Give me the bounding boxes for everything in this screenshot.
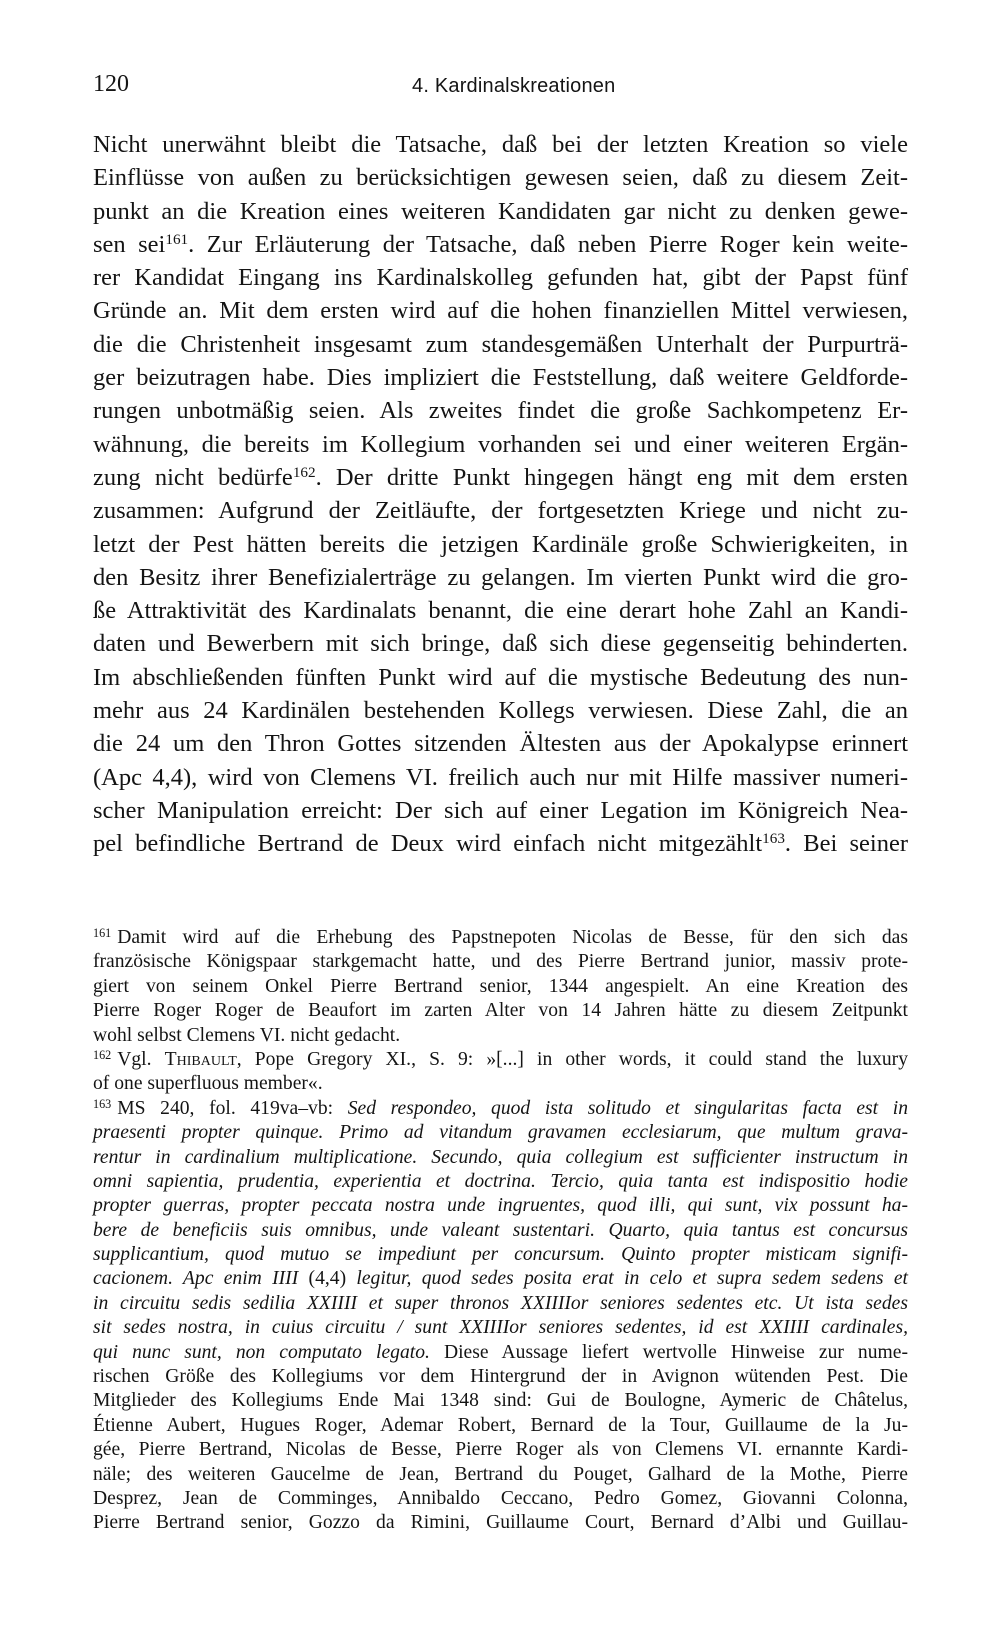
text-line: ger beizutragen habe. Dies impliziert die Feststellung, daß weitere Geldforde- — [93, 364, 908, 392]
footnote-163-line: Desprez, Jean de Comminges, Annibaldo Ceccano, Pedro Gomez, Giovanni Colonna, — [93, 1487, 908, 1509]
text-segment: sen sei — [93, 230, 166, 258]
footnote-163-line: Pierre Bertrand senior, Gozzo da Rimini, Guillaume Court, Bernard d’Albi und Guillau- — [93, 1512, 908, 1534]
text-line: daten und Bewerbern mit sich bringe, daß sich diese gegenseitig behinderten. — [93, 630, 908, 658]
text-line: die die Christenheit insgesamt zum standesgemäßen Unterhalt der Purpurträ- — [93, 330, 908, 358]
latin-quote: Sed respondeo, quod ista solitudo et singularitas facta est in — [347, 1097, 908, 1119]
footnote-163-line: gée, Pierre Bertrand, Nicolas de Besse, Pierre Roger als von Clemens VI. ernannte Kardi- — [93, 1439, 908, 1461]
latin-quote: praesenti propter quinque. Primo ad vitandum gravamen ecclesiarum, que multum grava- — [93, 1122, 908, 1144]
text-line — [93, 228, 908, 261]
text-line: den Besitz ihrer Benefizialerträge zu gelangen. Im vierten Punkt wird die gro- — [93, 563, 908, 591]
footnote-number: 161 — [93, 925, 112, 940]
latin-quote: propter guerras, propter peccata nostra unde ingruentes, quod illi, qui sunt, vix possunt ha- — [93, 1195, 908, 1217]
text-segment: . Bei seiner — [784, 830, 908, 858]
text-line: scher Manipulation erreicht: Der sich auf einer Legation im Königreich Nea- — [93, 796, 908, 824]
text-line: letzt der Pest hätten bereits die jetzigen Kardinäle große Schwierigkeiten, in — [93, 530, 908, 558]
latin-quote: supplicantium, quod mutuo se impediunt per concursum. Quinto propter misticam signifi- — [93, 1244, 908, 1266]
footnote-163-line — [93, 1170, 908, 1194]
footnote-ref-163: 163 — [762, 829, 785, 847]
latin-quote: legitur, quod sedes posita erat in celo et supra sedem sedens et — [346, 1268, 908, 1290]
text-segment: Vgl. — [117, 1048, 165, 1070]
footnote-163-line: Mitglieder des Kollegiums Ende Mai 1348 sind: Gui de Boulogne, Aymeric de Châtelus, — [93, 1390, 908, 1412]
footnote-number: 162 — [93, 1047, 112, 1062]
text-line: wähnung, die bereits im Kollegium vorhanden sei und einer weiteren Ergän- — [93, 430, 908, 458]
page-number: 120 — [93, 71, 129, 97]
footnote-161-line: französische Königspaar starkgemacht hatte, und des Pierre Bertrand junior, massiv prote- — [93, 951, 908, 973]
latin-quote: bere de beneficiis suis omnibus, unde valeant sustentari. Quarto, quia tantus est concursus — [93, 1219, 908, 1241]
text-segment: , Pope Gregory XI., S. 9: »[...] in other words, it could stand the luxury — [236, 1048, 909, 1070]
footnote-163-line: Étienne Aubert, Hugues Roger, Ademar Robert, Bernard de la Tour, Guillaume de la Ju- — [93, 1414, 908, 1436]
running-head — [0, 68, 1000, 108]
footnotes — [93, 926, 908, 1536]
text-segment: MS 240, fol. 419va–vb: — [117, 1097, 348, 1119]
text-line: ße Attraktivität des Kardinalats benannt, die eine derart hohe Zahl an Kandi- — [93, 597, 908, 625]
footnote-163-line — [93, 1341, 908, 1365]
footnote-ref-161: 161 — [165, 230, 189, 248]
text-line: mehr aus 24 Kardinälen bestehenden Kollegs verwiesen. Diese Zahl, die an — [93, 697, 908, 725]
latin-quote: qui nunc sunt, non computato legato. — [93, 1341, 430, 1363]
text-segment: (4,4) — [308, 1268, 347, 1290]
footnote-163-line — [93, 1097, 908, 1121]
chapter-title: 4. Kardinalskreationen — [412, 75, 616, 97]
latin-quote: in circuitu sedis sedilia XXIIII et super thronos XXIIIIor seniores sedentes etc. Ut ista sedes — [93, 1292, 908, 1314]
text-line — [93, 827, 908, 860]
text-segment: . Der dritte Punkt hingegen hängt eng mit dem ersten — [315, 463, 908, 491]
latin-quote: cacionem. Apc enim IIII — [93, 1268, 309, 1290]
footnote-162-line: of one superfluous member«. — [93, 1073, 323, 1095]
footnote-163-line — [93, 1146, 908, 1170]
text-segment: Damit wird auf die Erhebung des Papstnepoten Nicolas de Besse, für den sich das — [117, 927, 908, 948]
latin-quote: omni sapientia, prudentia, experientia et doctrina. Tercio, quia tanta est indispositio hodie — [93, 1170, 908, 1192]
footnote-163-line — [93, 1194, 908, 1218]
footnote-ref-162: 162 — [292, 463, 316, 481]
text-line: Nicht unerwähnt bleibt die Tatsache, daß bei der letzten Kreation so viele — [93, 131, 908, 158]
footnote-163-line — [93, 1243, 908, 1267]
footnote-161-line: giert von seinem Onkel Pierre Bertrand senior, 1344 angespielt. An eine Kreation des — [93, 975, 908, 997]
text-line: rungen unbotmäßig seien. Als zweites findet die große Sachkompetenz Er- — [93, 397, 908, 425]
text-line: (Apc 4,4), wird von Clemens VI. freilich auch nur mit Hilfe massiver numeri- — [93, 763, 908, 791]
footnote-161-line: Pierre Roger Roger de Beaufort im zarten Alter von 14 Jahren hätte zu diesem Zeitpunkt — [93, 1000, 908, 1022]
footnote-161-line: wohl selbst Clemens VI. nicht gedacht. — [93, 1024, 401, 1046]
footnote-162-line — [93, 1048, 908, 1072]
text-line: Im abschließenden fünften Punkt wird auf die mystische Bedeutung des nun- — [93, 663, 908, 691]
footnote-163-line — [93, 1292, 908, 1316]
text-line: punkt an die Kreation eines weiteren Kandidaten gar nicht zu denken gewe- — [93, 197, 908, 225]
text-line: Gründe an. Mit dem ersten wird auf die hohen finanziellen Mittel verwiesen, — [93, 297, 908, 325]
latin-quote: sit sedes nostra, in cuius circuitu / sunt XXIIIIor seniores sedentes, id est XXIIII cardinales, — [93, 1317, 908, 1339]
text-line — [93, 461, 908, 494]
author-name: Thibault — [164, 1048, 237, 1070]
footnote-163-line — [93, 1121, 908, 1145]
footnote-163-line — [93, 1316, 908, 1340]
footnote-163-line: näle; des weiteren Gaucelme de Jean, Bertrand du Pouget, Galhard de la Mothe, Pierre — [93, 1463, 908, 1485]
text-line: Einflüsse von außen zu berücksichtigen gewesen seien, daß zu diesem Zeit- — [93, 164, 908, 192]
footnote-163-line — [93, 1219, 908, 1243]
footnote-number: 163 — [93, 1096, 112, 1111]
text-line: rer Kandidat Eingang ins Kardinalskolleg gefunden hat, gibt der Papst fünf — [93, 264, 908, 292]
text-line: zusammen: Aufgrund der Zeitläufte, der fortgesetzten Kriege und nicht zu- — [93, 497, 908, 525]
latin-quote: rentur in cardinalium multiplicatione. Secundo, quia collegium est sufficienter instructum in — [93, 1146, 908, 1168]
main-text — [93, 128, 908, 861]
text-segment: . Zur Erläuterung der Tatsache, daß neben Pierre Roger kein weite- — [188, 230, 908, 258]
footnote-163-line: rischen Größe des Kollegiums vor dem Hintergrund der in Avignon wütenden Pest. Die — [93, 1366, 908, 1388]
footnote-161-line — [93, 926, 908, 950]
footnote-163-line — [93, 1267, 908, 1291]
text-segment: zung nicht bedürfe — [93, 463, 293, 491]
text-segment: pel befindliche Bertrand de Deux wird einfach nicht mitgezählt — [93, 830, 763, 858]
text-segment: Diese Aussage liefert wertvolle Hinweise zur nume- — [429, 1341, 908, 1363]
text-line: die 24 um den Thron Gottes sitzenden Ältesten aus der Apokalypse erinnert — [93, 730, 908, 758]
